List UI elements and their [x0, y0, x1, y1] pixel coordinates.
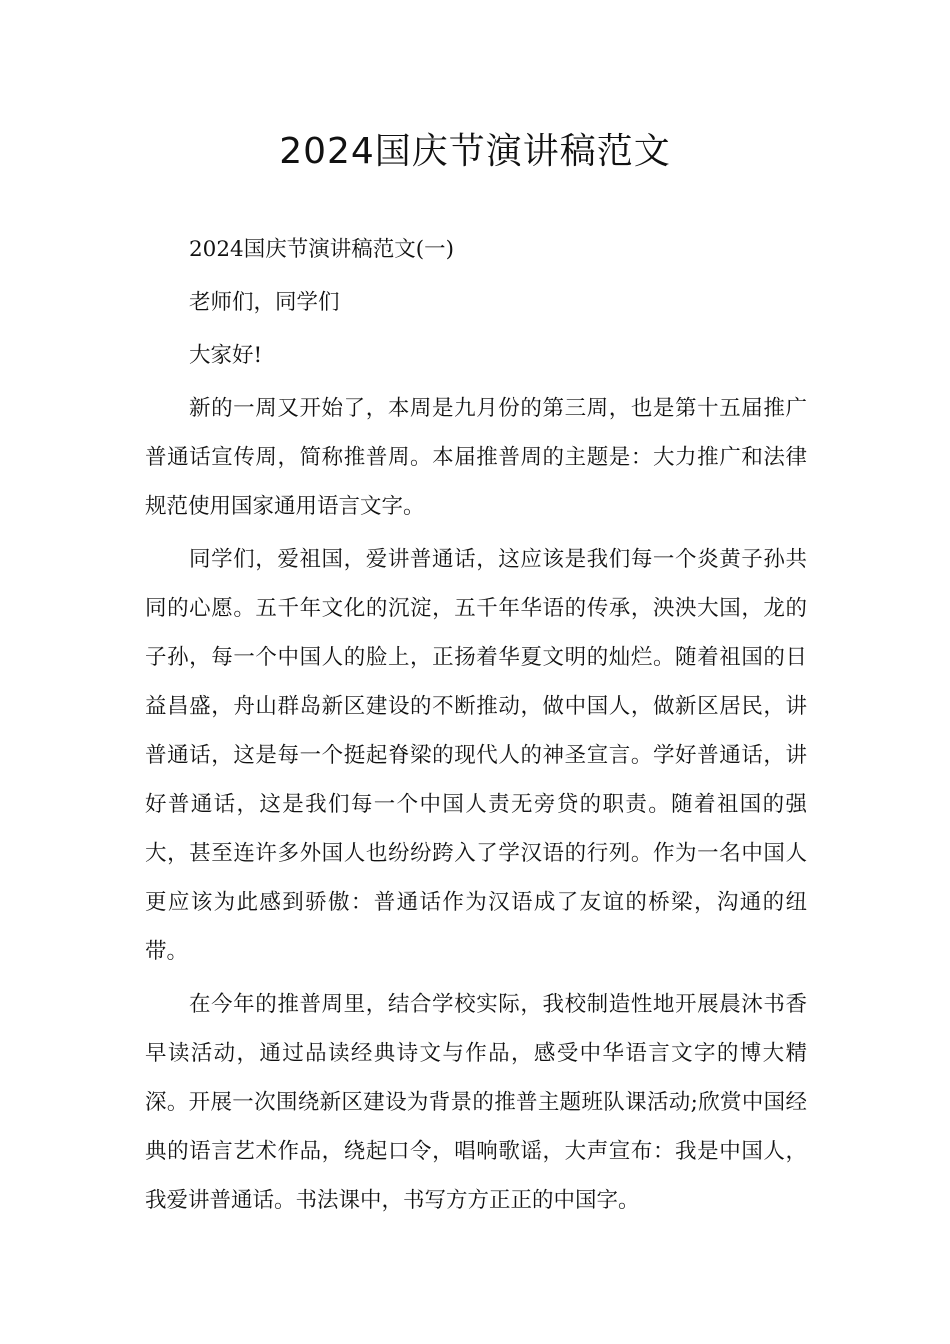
document-title: 2024国庆节演讲稿范文 [279, 131, 671, 172]
body-paragraph: 在今年的推普周里，结合学校实际，我校制造性地开展晨沐书香早读活动，通过品读经典诗文与作品，感受中华语言文字的博大精深。开展一次围绕新区建设为背景的推普主题班队课活动;欣赏中国经典的语言艺术作品，绕起口令，唱响歌谣，大声宣布：我是中国人，我爱讲普通话。书法课中，书写方方正正的中国字。 [145, 992, 807, 1213]
greeting: 大家好! [189, 343, 263, 368]
body-paragraph: 同学们，爱祖国，爱讲普通话，这应该是我们每一个炎黄子孙共同的心愿。五千年文化的沉淀，五千年华语的传承，泱泱大国，龙的子孙，每一个中国人的脸上，正扬着华夏文明的灿烂。随着祖国的日益昌盛，舟山群岛新区建设的不断推动，做中国人，做新区居民，讲普通话，这是每一个挺起脊梁的现代人的神圣宣言。学好普通话，讲好普通话，这是我们每一个中国人责无旁贷的职责。随着祖国的强大，甚至连许多外国人也纷纷跨入了学汉语的行列。作为一名中国人更应该为此感到骄傲：普通话作为汉语成了友谊的桥梁，沟通的纽带。 [145, 547, 807, 964]
section-heading: 2024国庆节演讲稿范文(一) [189, 237, 454, 262]
salutation: 老师们，同学们 [189, 290, 340, 315]
body-paragraph: 新的一周又开始了，本周是九月份的第三周，也是第十五届推广普通话宣传周，简称推普周。本届推普周的主题是：大力推广和法律规范使用国家通用语言文字。 [145, 396, 807, 519]
document-body [145, 225, 807, 1225]
